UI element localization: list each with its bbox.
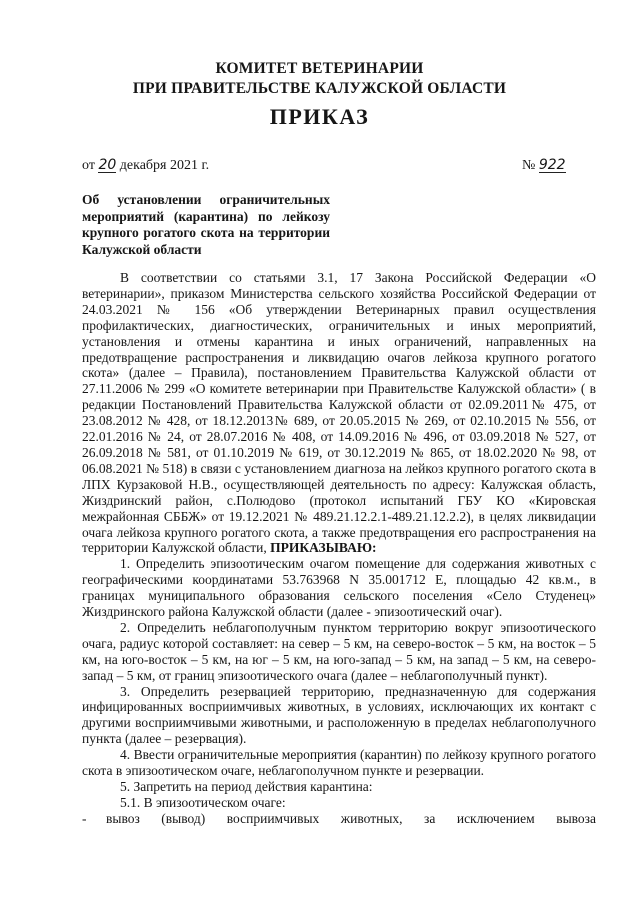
document-type-title: ПРИКАЗ (269, 104, 370, 129)
command-word: ПРИКАЗЫВАЮ: (270, 540, 377, 556)
list-item-text: вывоз (вывод) восприимчивых животных, за исключением вывоза (106, 810, 596, 826)
order-date (82, 158, 209, 174)
clause-4: 4. Ввести ограничительные мероприятия (карантин) по лейкозу крупного рогатого скота в эпизоотическом очаге, неблагополучном пункте и резервации. (82, 747, 596, 779)
order-body (82, 270, 596, 827)
list-item (82, 811, 596, 827)
number-prefix: № (522, 158, 536, 173)
clause-5-1: 5.1. В эпизоотическом очаге: (120, 794, 286, 810)
date-month-year: декабря 2021 г. (119, 158, 210, 173)
clause-1: 1. Определить эпизоотическим очагом помещение для содержания животных с географическими координатами 53.763968 N 35.001712 E, площадью 42 кв.м., в границах муниципального образования сельского поселения «Село Студенец» Жиздринского района Калужской области (далее - эпизоотический очаг). (82, 556, 596, 620)
date-prefix: от (82, 158, 95, 173)
dash-marker: - (82, 810, 87, 826)
order-subject: Об установлении ограничительных мероприятий (карантина) по лейкозу крупного рогатого скота на территории Калужской области (82, 192, 330, 257)
order-number (522, 158, 566, 174)
preamble-text: В соответствии со статьями 3.1, 17 Закона Российской Федерации «О ветеринарии», приказом Министерства сельского хозяйства Российской Федерации от 24.03.2021 № 156 «Об утверждении Ветеринарных правил осуществления профилактических, диагностических, ограничительных и иных мероприятий, установления и отмены карантина и иных ограничений, направленных на предотвращение распространения и ликвидацию очагов лейкоза крупного рогатого скота» (далее – Правила), постановлением Правительства Калужской области от 27.11.2006 № 299 «О комитете ветеринарии при Правительстве Калужской области» ( в редакции Постановлений Правительства Калужской области от 02.09.2011№ 475, от 23.08.2012 № 428, от 18.12.2013№ 689, от 20.05.2015 № 269, от 02.10.2015 № 556, от 22.01.2016 № 24, от 28.07.2016 № 408, от 14.09.2016 № 496, от 03.09.2018 № 527, от 26.09.2018 № 581, от 01.10.2019 № 619, от 30.12.2019 № 865, от 18.02.2020 № 98, от 06.08.2021 № 518) в связи с установлением диагноза на лейкоз крупного рогатого скота в ЛПХ Курзаковой Н.В., осуществляющей деятельность по адресу: Калужская область, Жиздринский район, с.Полюдово (протокол испытаний ГБУ КО «Кировская межрайонная СББЖ» от 19.12.2021 № 489.21.12.2.1-489.21.12.2.2), в целях ликвидации очага лейкоза крупного рогатого скота, а также предотвращения его распространения на территории Калужской области, (82, 270, 596, 556)
clause-5: 5. Запретить на период действия карантина: (120, 779, 373, 794)
date-day-handwritten: 20 (98, 157, 117, 173)
org-name-line-1: КОМИТЕТ ВЕТЕРИНАРИИ (215, 60, 424, 77)
number-handwritten: 922 (538, 157, 566, 173)
clause-3: 3. Определить резервацией территорию, предназначенную для содержания инфицированных восприимчивых животных, в условиях, исключающих их контакт с другими восприимчивыми животными, и расположенную в пределах неблагополучного пункта (далее – резервация). (82, 683, 596, 747)
clause-2: 2. Определить неблагополучным пунктом территорию вокруг эпизоотического очага, радиус которой составляет: на север – 5 км, на северо-восток – 5 км, на восток – 5 км, на юго-восток – 5 км, на юг – 5 км, на юго-запад – 5 км, на запад – 5 км, на северо-запад – 5 км, от границ эпизоотического очага (далее – неблагополучный пункт). (82, 619, 596, 683)
org-name-line-2: ПРИ ПРАВИТЕЛЬСТВЕ КАЛУЖСКОЙ ОБЛАСТИ (132, 80, 507, 97)
preamble-paragraph (82, 270, 596, 556)
